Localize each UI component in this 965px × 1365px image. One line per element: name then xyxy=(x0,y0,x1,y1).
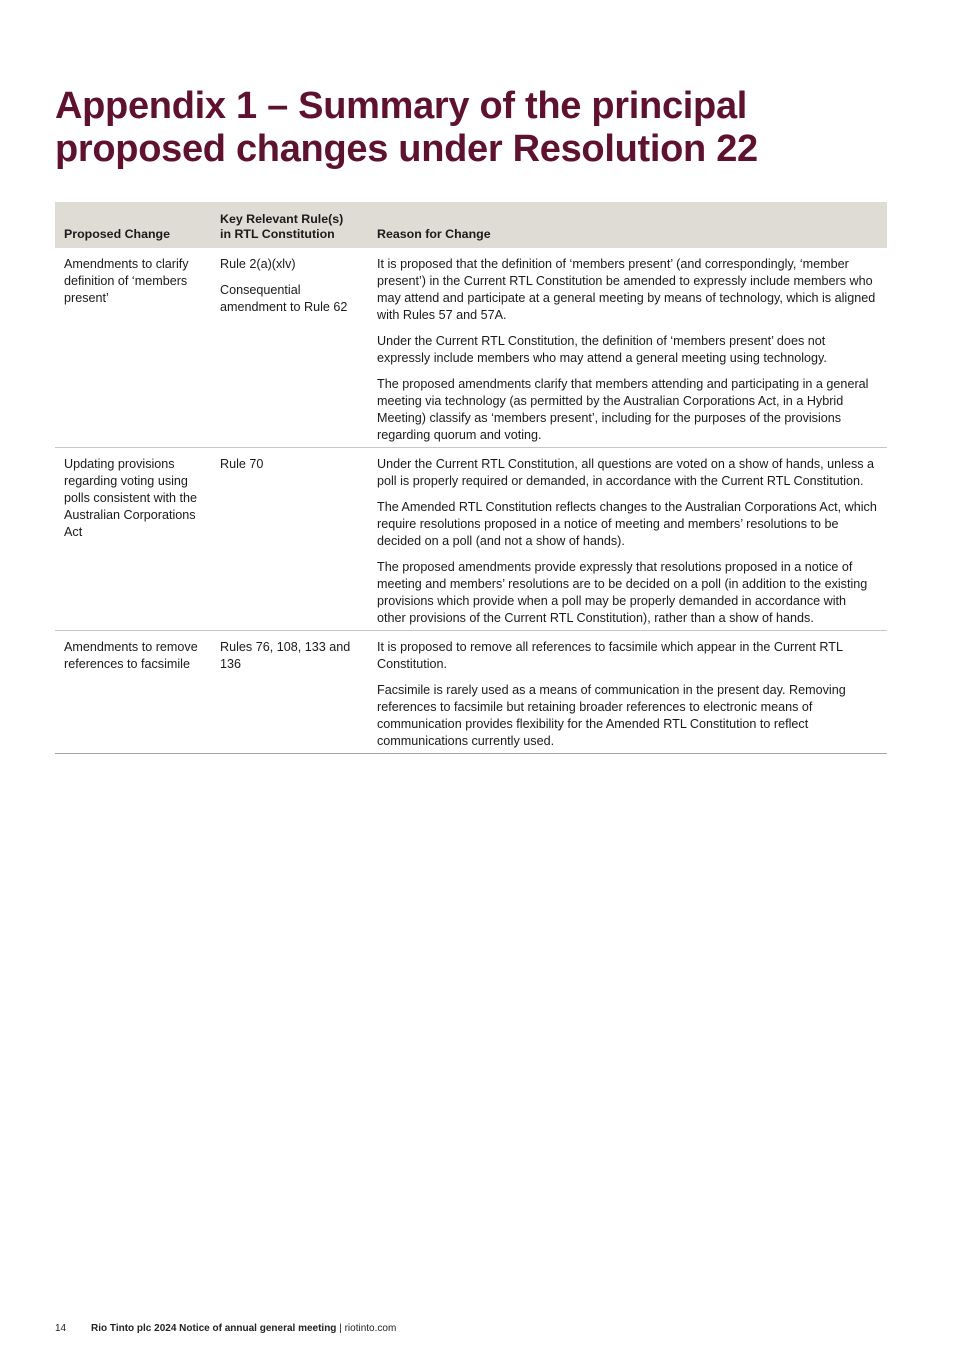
changes-table xyxy=(55,202,887,754)
rule-text: Consequential amendment to Rule 62 xyxy=(220,283,348,314)
cell-reason xyxy=(368,448,887,631)
change-text: Amendments to remove references to facsimile xyxy=(64,640,198,671)
page-title-line-2: proposed changes under Resolution 22 xyxy=(55,128,758,170)
reason-paragraph: Under the Current RTL Constitution, all questions are voted on a show of hands, unless a poll is properly required or demanded, in accordance with the Current RTL Constitution. xyxy=(377,457,875,488)
page-title xyxy=(55,85,915,171)
rule-text: Rules 76, 108, 133 and 136 xyxy=(220,640,351,671)
header-key-rules xyxy=(211,202,368,248)
cell-reason xyxy=(368,248,887,448)
website-link[interactable]: riotinto.com xyxy=(344,1323,397,1334)
reason-paragraph: The proposed amendments clarify that members attending and participating in a general meeting via technology (as permitted by the Australian Corporations Act, in a Hybrid Meeting) classify as ‘members present’, including for the purposes of the provisions regarding quorum and voting. xyxy=(377,377,869,442)
reason-paragraph: It is proposed that the definition of ‘members present’ (and correspondingly, ‘member present’) in the Current RTL Constitution be amended to expressly include members who may attend and participate at a general meeting by means of technology, which is aligned with Rules 57 and 57A. xyxy=(377,257,876,322)
table-header-row xyxy=(55,202,887,248)
document-title: Rio Tinto plc 2024 Notice of annual general meeting xyxy=(91,1323,337,1334)
rule-text: Rule 2(a)(xlv) xyxy=(220,257,296,271)
change-text: Amendments to clarify definition of ‘members present’ xyxy=(64,257,189,305)
cell-key-rules xyxy=(211,248,368,448)
rule-text: Rule 70 xyxy=(220,457,264,471)
cell-proposed-change xyxy=(55,448,211,631)
cell-proposed-change xyxy=(55,631,211,754)
header-proposed-change: Proposed Change xyxy=(55,202,211,248)
cell-proposed-change xyxy=(55,248,211,448)
reason-paragraph: The proposed amendments provide expressly that resolutions proposed in a notice of meeting and members’ resolutions are to be decided on a poll (in addition to the existing provisions which provide when a poll may be properly demanded in accordance with other provisions of the Current RTL Constitution), rather than a show of hands. xyxy=(377,560,868,625)
table-row xyxy=(55,448,887,631)
table-row xyxy=(55,631,887,754)
header-key-rules-line-1: Key Relevant Rule(s) xyxy=(220,212,344,226)
cell-reason xyxy=(368,631,887,754)
table-row xyxy=(55,248,887,448)
reason-paragraph: Under the Current RTL Constitution, the definition of ‘members present’ does not expressly include members who may attend a general meeting using technology. xyxy=(377,334,827,365)
table-header xyxy=(55,202,887,248)
reason-paragraph: The Amended RTL Constitution reflects changes to the Australian Corporations Act, which require resolutions proposed in a notice of meeting and members’ resolutions to be decided on a poll (and not a show of hands). xyxy=(377,500,877,548)
cell-key-rules xyxy=(211,631,368,754)
reason-paragraph: It is proposed to remove all references to facsimile which appear in the Current RTL Constitution. xyxy=(377,640,843,671)
header-reason: Reason for Change xyxy=(368,202,887,248)
page-title-line-1: Appendix 1 – Summary of the principal xyxy=(55,85,748,127)
page-number: 14 xyxy=(55,1323,67,1334)
change-text: Updating provisions regarding voting using polls consistent with the Australian Corporations Act xyxy=(64,457,198,539)
footer-separator: | xyxy=(339,1323,342,1334)
cell-key-rules xyxy=(211,448,368,631)
page-footer xyxy=(55,1322,396,1336)
header-key-rules-line-2: in RTL Constitution xyxy=(220,227,335,241)
reason-paragraph: Facsimile is rarely used as a means of communication in the present day. Removing references to facsimile but retaining broader references to electronic means of communication provides flexibility for the Amended RTL Constitution to reflect communications currently used. xyxy=(377,683,846,748)
